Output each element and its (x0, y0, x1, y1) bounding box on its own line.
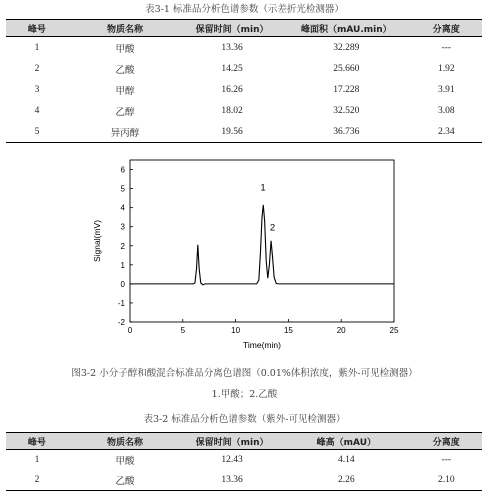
table-row (6, 100, 482, 121)
chart-y-tick-label: -2 (117, 318, 125, 327)
table-cell: 2.26 (282, 470, 411, 491)
table1-header-peak: 峰号 (6, 20, 68, 37)
chart-x-tick-label: 0 (127, 326, 133, 335)
table-cell: 14.25 (221, 63, 243, 74)
chart-y-tick-label: -1 (117, 298, 125, 308)
table-cell: 3.91 (437, 84, 455, 95)
table-cell: 2 (6, 470, 68, 491)
table1-header-retention: 保留时间（min） (182, 20, 282, 37)
table2-header-height: 峰高（mAU） (282, 433, 411, 450)
table-cell: 1.92 (437, 63, 455, 74)
table-cell: 2.10 (411, 470, 482, 491)
table-cell: 32.520 (333, 105, 360, 116)
table-cell: 13.36 (182, 470, 282, 491)
table-cell: --- (441, 455, 452, 465)
table1-header-area: 峰面积（mAU.min） (282, 20, 411, 37)
table-cell: 16.26 (221, 84, 243, 95)
table1 (6, 19, 482, 143)
chart-x-tick-label: 15 (283, 326, 293, 335)
table-cell: 3.08 (437, 105, 455, 116)
table1-header-resolution: 分离度 (411, 20, 482, 37)
table-cell: 1 (34, 42, 40, 53)
chart-y-axis-label: Signal(mV) (92, 219, 102, 263)
chart-y-tick-label: 4 (120, 203, 125, 213)
table-cell: 4.14 (338, 455, 355, 465)
table-row (6, 121, 482, 143)
table-cell: --- (441, 42, 452, 53)
table2-header-row (6, 433, 482, 450)
table-cell: 18.02 (221, 105, 243, 116)
table2 (6, 432, 482, 491)
chart-y-tick-label: 6 (120, 165, 125, 175)
chart-peak-label: 1 (260, 182, 266, 194)
table-cell: 4 (34, 105, 40, 116)
table1-header-substance: 物质名称 (68, 20, 182, 37)
figure-legend: 1.甲酸；2.乙酸 (211, 389, 278, 400)
table-cell: 2 (34, 63, 40, 74)
table-cell: 13.36 (221, 42, 243, 53)
chart-y-tick-label: 5 (120, 184, 125, 194)
chart-peak-label: 2 (269, 222, 276, 234)
table-cell: 异丙醇 (68, 121, 182, 143)
table-cell: 5 (6, 121, 68, 143)
chart-y-tick-label: 3 (120, 222, 125, 232)
table2-header-resolution: 分离度 (411, 433, 482, 450)
table2-header-substance: 物质名称 (68, 433, 182, 450)
table-row (6, 470, 482, 491)
table-cell: 25.660 (333, 63, 360, 74)
chart-x-axis-label: Time(min) (243, 340, 281, 350)
table-cell: 12.43 (221, 455, 243, 465)
table-cell: 甲酸 (115, 457, 135, 467)
table2-caption: 表3-2 标准品分析色谱参数（紫外-可见检测器） (143, 414, 346, 425)
table-cell: 1 (34, 455, 40, 465)
table-cell: 36.736 (282, 121, 411, 143)
chart-y-tick-label: 1 (120, 260, 125, 270)
table-cell: 乙酸 (68, 470, 182, 491)
chart-x-tick-label: 10 (231, 326, 241, 335)
chart-x-tick-label: 25 (389, 326, 399, 335)
table-row (6, 450, 482, 471)
table-cell: 32.289 (333, 42, 360, 53)
table-cell: 17.228 (333, 84, 360, 95)
table2-header-retention: 保留时间（min） (182, 433, 282, 450)
chart-y-tick-label: 0 (120, 279, 125, 289)
table2-header-peak: 峰号 (6, 433, 68, 450)
table-cell: 乙醇 (115, 107, 135, 118)
table-cell: 乙酸 (115, 65, 135, 76)
table-row (6, 79, 482, 100)
table1-caption: 表3-1 标准品分析色谱参数（示差折光检测器） (145, 4, 344, 15)
table-cell: 甲酸 (115, 44, 135, 55)
figure-caption: 图3-2 小分子醇和酸混合标准品分离色谱图（0.01%体积浓度，紫外-可见检测器） (71, 368, 418, 379)
table-cell: 3 (34, 84, 40, 95)
chart-y-tick-label: 2 (120, 241, 125, 251)
table-row (6, 37, 482, 59)
table-cell: 19.56 (182, 121, 282, 143)
table-row (6, 58, 482, 79)
chart-x-tick-label: 20 (336, 326, 346, 335)
table-cell: 甲醇 (115, 86, 135, 97)
chromatogram-chart (88, 152, 408, 357)
table1-header-row (6, 20, 482, 37)
table-cell: 2.34 (411, 121, 482, 143)
chart-series-line (130, 205, 394, 285)
chart-x-tick-label: 5 (180, 326, 186, 335)
